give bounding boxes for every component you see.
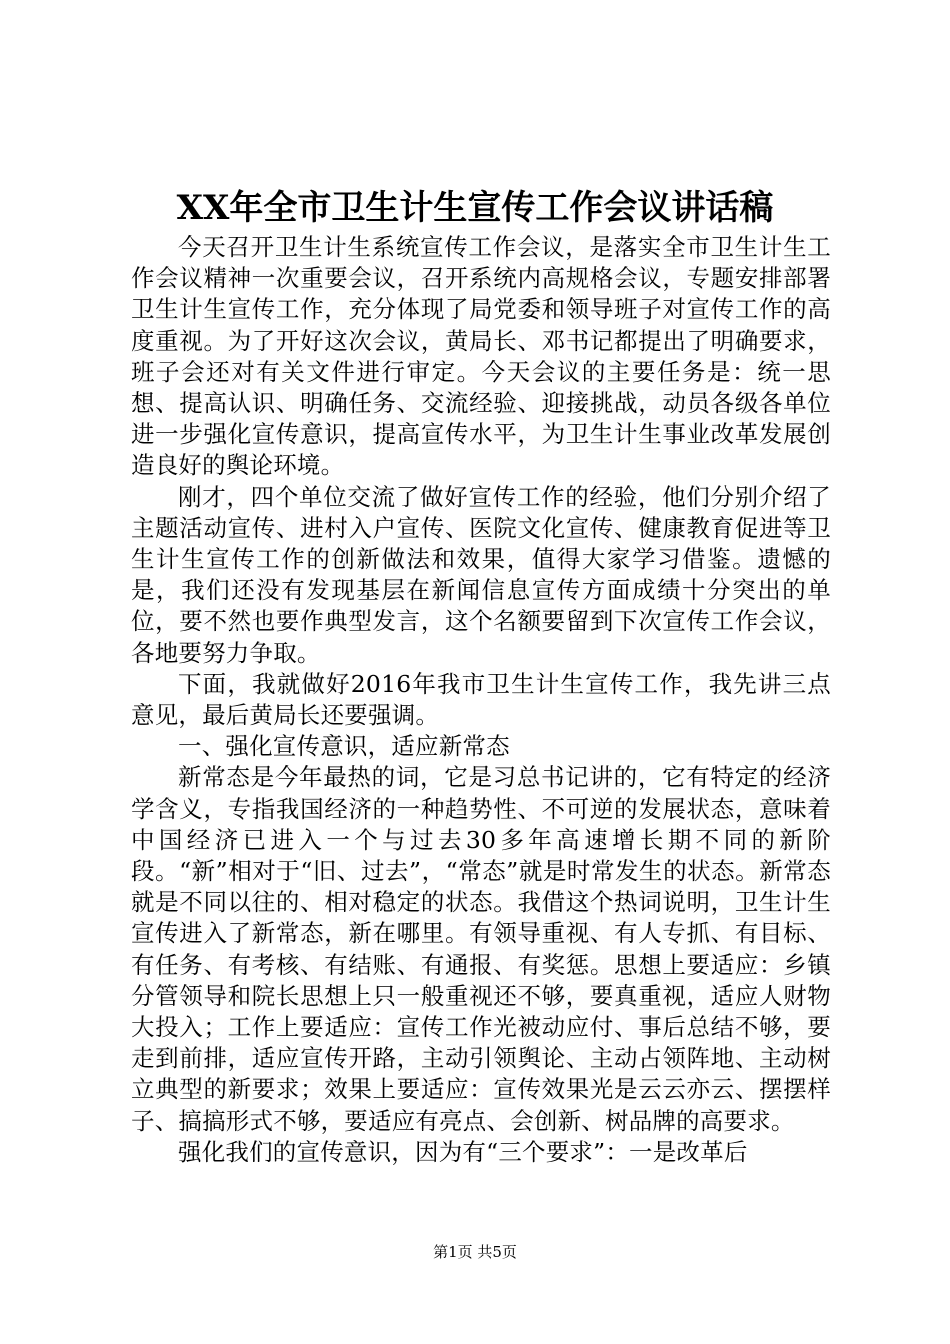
paragraph-new-normal: 新常态是今年最热的词，它是习总书记讲的，它有特定的经济学含义，专指我国经济的一种趋势性、不可逆的发展状态，意味着中国经济已进入一个与过去30多年高速增长期不同的新阶段。“新”相对于“旧、过去”，“常态”就是时常发生的状态。新常态就是不同以往的、相对稳定的状态。我借这个热词说明，卫生计生宣传进入了新常态，新在哪里。有领导重视、有人专抓、有目标、有任务、有考核、有结账、有通报、有奖惩。思想上要适应：乡镇分管领导和院长思想上只一般重视还不够，要真重视，适应人财物大投入；工作上要适应：宣传工作光被动应付、事后总结不够，要走到前排，适应宣传开路，主动引领舆论、主动占领阵地、主动树立典型的新要求；效果上要适应：宣传效果光是云云亦云、摆摆样子、搞搞形式不够，要适应有亮点、会创新、树品牌的高要求。 bbox=[131, 763, 831, 1135]
document-title: XX年全市卫生计生宣传工作会议讲话稿 bbox=[176, 188, 774, 228]
paragraph-exchange: 刚才，四个单位交流了做好宣传工作的经验，他们分别介绍了主题活动宣传、进村入户宣传、医院文化宣传、健康教育促进等卫生计生宣传工作的创新做法和效果，值得大家学习借鉴。遗憾的是，我们还没有发现基层在新闻信息宣传方面成绩十分突出的单位，要不然也要作典型发言，这个名额要留到下次宣传工作会议，各地要努力争取。 bbox=[131, 482, 831, 667]
document-body bbox=[131, 232, 831, 1168]
paragraph-three-requirements: 强化我们的宣传意识，因为有“三个要求”：一是改革后 bbox=[178, 1137, 748, 1166]
page-footer: 第1页 共5页 bbox=[433, 1243, 517, 1261]
paragraph-intro-points: 下面，我就做好2016年我市卫生计生宣传工作，我先讲三点意见，最后黄局长还要强调。 bbox=[131, 669, 831, 730]
paragraph-opening: 今天召开卫生计生系统宣传工作会议，是落实全市卫生计生工作会议精神一次重要会议，召开系统内高规格会议，专题安排部署卫生计生宣传工作，充分体现了局党委和领导班子对宣传工作的高度重视。为了开好这次会议，黄局长、邓书记都提出了明确要求，班子会还对有关文件进行审定。今天会议的主要任务是：统一思想、提高认识、明确任务、交流经验、迎接挑战，动员各级各单位进一步强化宣传意识，提高宣传水平，为卫生计生事业改革发展创造良好的舆论环境。 bbox=[131, 233, 831, 480]
section-heading-1: 一、强化宣传意识，适应新常态 bbox=[178, 732, 510, 761]
